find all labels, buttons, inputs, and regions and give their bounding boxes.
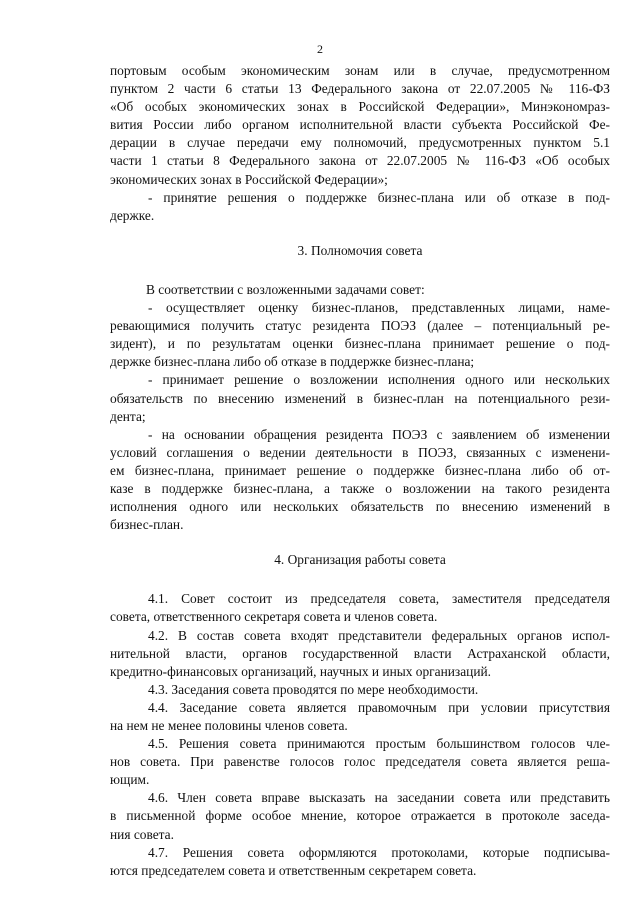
text-line: экономических зонах в Российской Федерации»;: [110, 171, 388, 187]
text-line: вития России либо органом исполнительной власти субъекта Российской Фе-: [110, 117, 610, 133]
text-line: зидент), и по результатам оценки бизнес-плана принимает решение о под-: [110, 336, 610, 352]
text-line: 4.5. Решения совета принимаются простым большинством голосов чле-: [148, 736, 610, 752]
text-line: - осуществляет оценку бизнес-планов, представленных лицами, наме-: [148, 300, 610, 316]
text-line: ющим.: [110, 772, 150, 788]
text-line: держке бизнес-плана либо об отказе в поддержке бизнес-плана;: [110, 354, 475, 370]
text-line: 4.4. Заседание совета является правомочным при условии присутствия: [148, 699, 610, 715]
text-line: - на основании обращения резидента ПОЭЗ с заявлением об изменении: [148, 426, 610, 442]
text-line: 4.2. В состав совета входят представители федеральных органов испол-: [148, 627, 610, 643]
text-line: ются председателем совета и ответственным секретарем совета.: [110, 862, 477, 878]
text-line: условий соглашения о ведении деятельности в ПОЭЗ, связанных с изменени-: [110, 444, 610, 460]
section-3-body: [110, 281, 610, 534]
text-line: исполнения одного или нескольких обязательств по внесению изменений в: [110, 499, 610, 515]
decision-item: [110, 189, 610, 225]
text-line: 4.7. Решения совета оформляются протоколами, которые подписыва-: [148, 844, 610, 860]
text-line: - принимает решение о возложении исполнения одного или нескольких: [148, 372, 610, 388]
intro-paragraph: [110, 62, 610, 189]
section-4-body: [110, 590, 610, 880]
text-line: на нем не менее половины членов совета.: [110, 718, 348, 733]
text-line: части 1 статьи 8 Федерального закона от 22.07.2005 № 116-ФЗ «Об особых: [110, 153, 610, 169]
text-line: портовым особым экономическим зонам или в случае, предусмотренном: [110, 63, 610, 78]
text-line: 4.6. Член совета вправе высказать на заседании совета или представить: [148, 790, 610, 806]
text-line: казе в поддержке бизнес-плана, а также о возложении на такого резидента: [110, 480, 610, 496]
text-line: пунктом 2 части 6 статьи 13 Федерального закона от 22.07.2005 № 116-ФЗ: [110, 81, 610, 97]
text-line: «Об особых экономических зонах в Российской Федерации», Минэкономраз-: [110, 99, 610, 115]
text-line: в письменной форме особое мнение, которое отражается в протоколе заседа-: [110, 808, 610, 824]
text-line: бизнес-план.: [110, 517, 184, 533]
section-3-lead: В соответствии с возложенными задачами совет:: [146, 281, 425, 297]
section-4-title: 4. Организация работы совета: [274, 552, 446, 568]
text-line: совета, ответственного секретаря совета и членов совета.: [110, 609, 438, 625]
text-line: обязательств по внесению изменений в бизнес-план на потенциального рези-: [110, 390, 610, 406]
text-line: держке.: [110, 207, 155, 223]
text-line: ния совета.: [110, 826, 174, 842]
text-line: кредитно-финансовых организаций, научных и иных организаций.: [110, 663, 492, 679]
text-line: 4.3. Заседания совета проводятся по мере необходимости.: [148, 681, 479, 697]
text-line: дерации в случае передачи ему полномочий, предусмотренных пунктом 5.1: [110, 135, 610, 151]
text-line: 4.1. Совет состоит из председателя совета, заместителя председателя: [148, 591, 610, 607]
page-number: 2: [317, 42, 323, 56]
document-body: [110, 62, 610, 880]
text-line: нительной власти, органов государственной власти Астраханской области,: [110, 645, 610, 661]
section-3-title: 3. Полномочия совета: [297, 242, 423, 258]
text-line: дента;: [110, 408, 146, 424]
text-line: - принятие решения о поддержке бизнес-плана или об отказе в под-: [148, 189, 610, 205]
text-line: ревающимися получить статус резидента ПОЭЗ (далее – потенциальный ре-: [110, 318, 610, 334]
text-line: нов совета. При равенстве голосов голос председателя совета является реша-: [110, 754, 610, 770]
text-line: ем бизнес-плана, принимает решение о поддержке бизнес-плана либо об от-: [110, 462, 610, 478]
